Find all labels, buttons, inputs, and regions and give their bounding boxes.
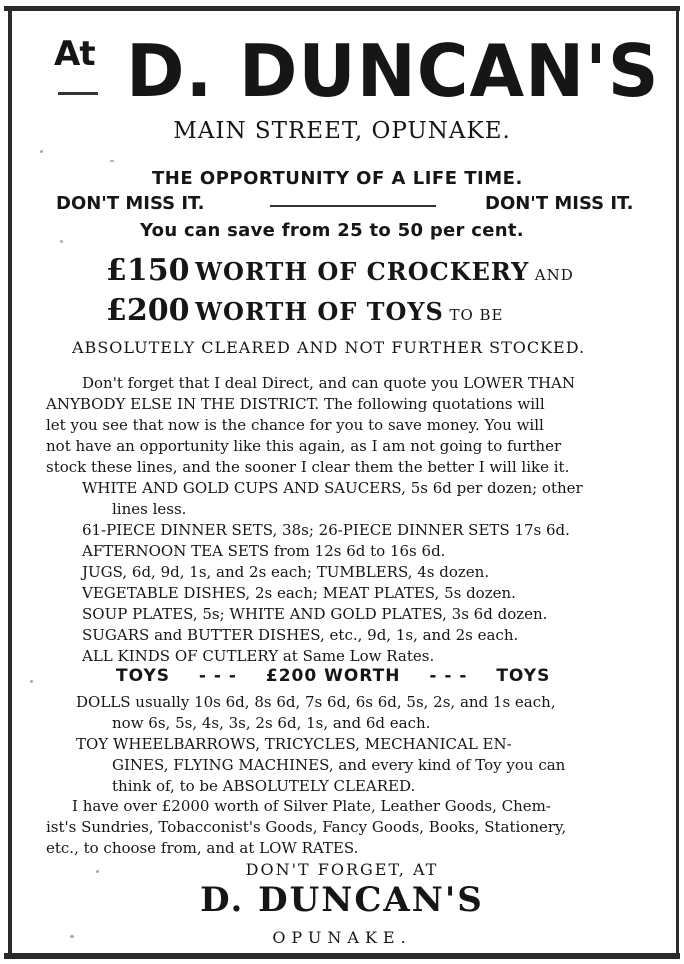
bottom-border	[4, 953, 680, 959]
body-line: not have an opportunity like this again, as I am not going to further	[46, 437, 562, 455]
toys-banner-dashes: - - -	[198, 666, 237, 686]
footer-shop-name: D. DUNCAN'S	[200, 880, 484, 920]
footer-town: OPUNAKE.	[272, 928, 412, 947]
body-line: stock these lines, and the sooner I clear them the better I will like it.	[46, 458, 570, 476]
price-line: WHITE AND GOLD CUPS AND SAUCERS, 5s 6d per dozen; other	[82, 479, 583, 497]
toys-line: GINES, FLYING MACHINES, and every kind of Toy you can	[112, 756, 566, 774]
cleared-line: ABSOLUTELY CLEARED AND NOT FURTHER STOCKED.	[72, 338, 586, 357]
toys-offer	[106, 293, 504, 328]
toys-line: TOY WHEELBARROWS, TRICYCLES, MECHANICAL EN-	[76, 735, 512, 753]
dont-forget-line: DON'T FORGET, AT	[245, 860, 439, 879]
toys-suffix: TO BE	[449, 306, 504, 324]
toys-line: now 6s, 5s, 4s, 3s, 2s 6d, 1s, and 6d each.	[112, 714, 431, 732]
toys-banner-left: TOYS	[116, 666, 170, 686]
closing-line: ist's Sundries, Tobacconist's Goods, Fancy Goods, Books, Stationery,	[46, 818, 567, 836]
ink-speck	[70, 935, 74, 938]
toys-banner-right: TOYS	[496, 666, 551, 686]
ink-speck	[96, 870, 99, 873]
toys-text: WORTH OF TOYS	[195, 297, 444, 326]
toys-line: think of, to be ABSOLUTELY CLEARED.	[112, 777, 416, 795]
price-line: lines less.	[112, 500, 187, 518]
price-line: 61-PIECE DINNER SETS, 38s; 26-PIECE DINNER SETS 17s 6d.	[82, 521, 570, 539]
body-line: Don't forget that I deal Direct, and can quote you LOWER THAN	[82, 374, 575, 392]
price-line: SUGARS and BUTTER DISHES, etc., 9d, 1s, and 2s each.	[82, 626, 519, 644]
crockery-offer	[106, 253, 574, 288]
opportunity-line: THE OPPORTUNITY OF A LIFE TIME.	[152, 168, 523, 189]
closing-text	[46, 796, 656, 859]
crockery-amount: £150	[106, 253, 190, 288]
body-line: let you see that now is the chance for you to save money. You will	[46, 416, 544, 434]
at-underline	[58, 92, 98, 95]
closing-line: I have over £2000 worth of Silver Plate, Leather Goods, Chem-	[72, 797, 551, 815]
crockery-text: WORTH OF CROCKERY	[195, 257, 530, 286]
toys-list	[76, 692, 656, 797]
body-text	[46, 373, 656, 667]
savings-line: You can save from 25 to 50 per cent.	[140, 220, 524, 241]
closing-line: etc., to choose from, and at LOW RATES.	[46, 839, 359, 857]
left-border	[8, 8, 12, 958]
right-border	[676, 8, 679, 958]
dash-separator	[270, 205, 436, 207]
ink-speck	[40, 150, 43, 153]
price-line: VEGETABLE DISHES, 2s each; MEAT PLATES, 5s dozen.	[82, 584, 516, 602]
body-line: ANYBODY ELSE IN THE DISTRICT. The following quotations will	[46, 395, 545, 413]
toys-banner-dashes: - - -	[429, 666, 468, 686]
dont-miss-right: DON'T MISS IT.	[485, 193, 634, 214]
price-line: SOUP PLATES, 5s; WHITE AND GOLD PLATES, 3s 6d dozen.	[82, 605, 548, 623]
price-line: AFTERNOON TEA SETS from 12s 6d to 16s 6d.	[82, 542, 446, 560]
ink-speck	[60, 240, 63, 243]
toys-banner	[116, 666, 572, 686]
shop-name-headline: D. DUNCAN'S	[126, 29, 660, 113]
toys-line: DOLLS usually 10s 6d, 8s 6d, 7s 6d, 6s 6d, 5s, 2s, and 1s each,	[76, 693, 556, 711]
at-label: At	[54, 34, 95, 74]
toys-banner-middle: £200 WORTH	[265, 666, 401, 686]
ink-speck	[110, 160, 114, 162]
street-address: MAIN STREET, OPUNAKE.	[173, 118, 511, 144]
dont-miss-left: DON'T MISS IT.	[56, 193, 205, 214]
toys-amount: £200	[106, 293, 190, 328]
price-line: JUGS, 6d, 9d, 1s, and 2s each; TUMBLERS, 4s dozen.	[82, 563, 490, 581]
crockery-suffix: AND	[534, 266, 574, 284]
top-border	[4, 6, 680, 11]
price-line: ALL KINDS OF CUTLERY at Same Low Rates.	[82, 647, 435, 665]
ink-speck	[30, 680, 33, 683]
